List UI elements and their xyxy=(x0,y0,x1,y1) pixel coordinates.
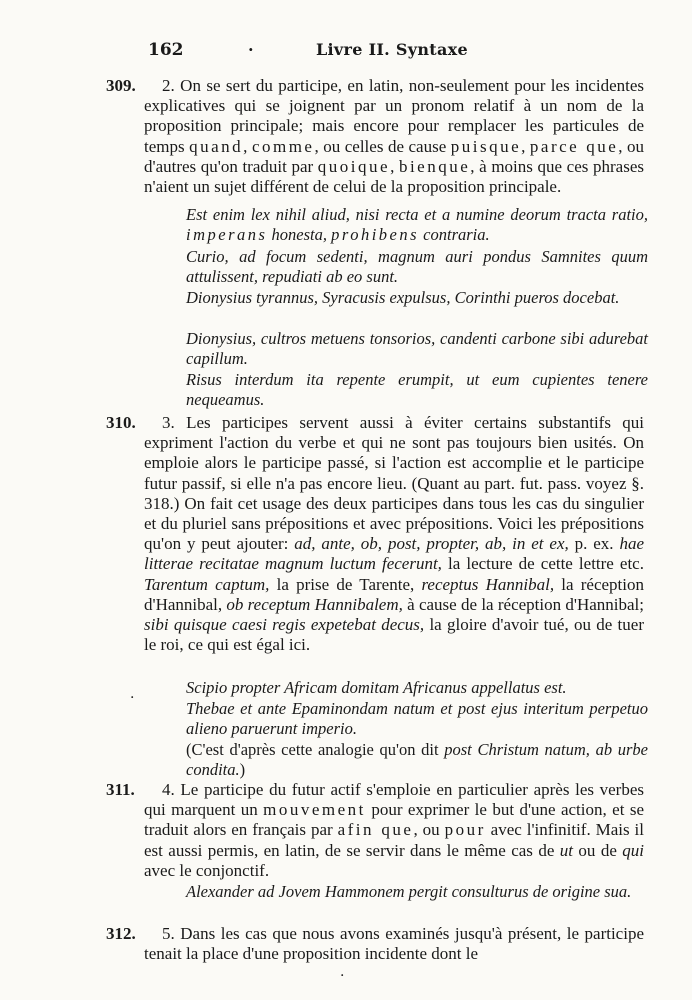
example: Curio, ad focum sedenti, magnum auri pondus Samnites quum attulissent, repudiati ab eo sunt. xyxy=(186,247,648,286)
stray-mark: · xyxy=(130,690,135,706)
example: Dionysius tyrannus, Syracusis expulsus, Corinthi pueros docebat. xyxy=(186,288,620,307)
paragraph-number: 312. xyxy=(106,924,136,943)
paragraph-312: 312. 5. Dans les cas que nous avons examinés jusqu'à présent, le participe tenait la place d'une proposition incidente dont le xyxy=(106,924,644,964)
stray-mark: · xyxy=(340,968,345,984)
running-title: Livre II. Syntaxe xyxy=(316,40,468,59)
note: (C'est d'après cette analogie qu'on dit post Christum natum, ab urbe condita.) xyxy=(186,740,648,779)
page-number: 162 xyxy=(148,40,184,60)
paragraph-310: 310. 3. Les participes servent aussi à éviter certains substantifs qui expriment l'action du verbe et qui ne sont pas toujours bien usités. On emploie alors le participe passé, si l'action est accomplie et le participe futur passif, si elle n'a pas encore lieu. (Quant au part. fut. pass. voyez §. 318.) On fait cet usage des deux participes dans tous les cas du singulier et du pluriel sans prépositions et avec prépositions. Voici les prépositions qu'on y peut ajouter: ad, ante, ob, post, propter, ab, in et ex, p. ex. hae litterae recitatae magnum luctum fecerunt, la lecture de cette lettre etc. Tarentum captum, la prise de Tarente, receptus Hannibal, la réception d'Hannibal, ob receptum Hannibalem, à cause de la réception d'Hannibal; sibi quisque caesi regis expetebat decus, la gloire d'avoir tué, ou de tuer le roi, ce qui est égal ici. xyxy=(106,413,645,655)
page-header xyxy=(148,40,644,62)
example: Scipio propter Africam domitam Africanus appellatus est. xyxy=(186,678,567,697)
example: Alexander ad Jovem Hammonem pergit consulturus de origine sua. xyxy=(186,882,632,901)
header-dot: · xyxy=(248,40,254,59)
paragraph-309: 309. 2. On se sert du participe, en latin, non-seulement pour les incidentes explicatives qui se joignent par un pronom relatif à un nom de la proposition principale; mais encore pour remplacer les particules de temps quand, comme, ou celles de cause puisque, parce que, ou d'autres qu'on traduit par quoique, bienque, à moins que ces phrases n'aient un sujet différent de celui de la proposition principale. xyxy=(106,76,645,197)
example: Risus interdum ita repente erumpit, ut eum cupientes tenere nequeamus. xyxy=(186,370,648,409)
paragraph-mark: 2. xyxy=(162,76,175,95)
example: Thebae et ante Epaminondam natum et post ejus interitum perpetuo alieno paruerunt imperio. xyxy=(186,699,648,738)
paragraph-number: 310. xyxy=(106,413,136,432)
example: Dionysius, cultros metuens tonsorios, candenti carbone sibi adurebat capillum. xyxy=(186,329,648,368)
example: Est enim lex nihil aliud, nisi recta et a numine deorum tracta ratio, imperans honesta, prohibens contraria. xyxy=(186,205,648,244)
paragraph-number: 311. xyxy=(106,780,135,799)
paragraph-311: 311. 4. Le participe du futur actif s'emploie en particulier après les verbes qui marquent un mouvement pour exprimer le but d'une action, et se traduit alors en français par afin que, ou pour avec l'infinitif. Mais il est aussi permis, en latin, de se servir dans le même cas de ut ou de qui avec le conjonctif. xyxy=(106,780,645,880)
paragraph-mark: 3. xyxy=(162,413,175,432)
paragraph-mark: 5. xyxy=(162,924,175,943)
paragraph-mark: 4. xyxy=(162,780,175,799)
paragraph-number: 309. xyxy=(106,76,136,95)
